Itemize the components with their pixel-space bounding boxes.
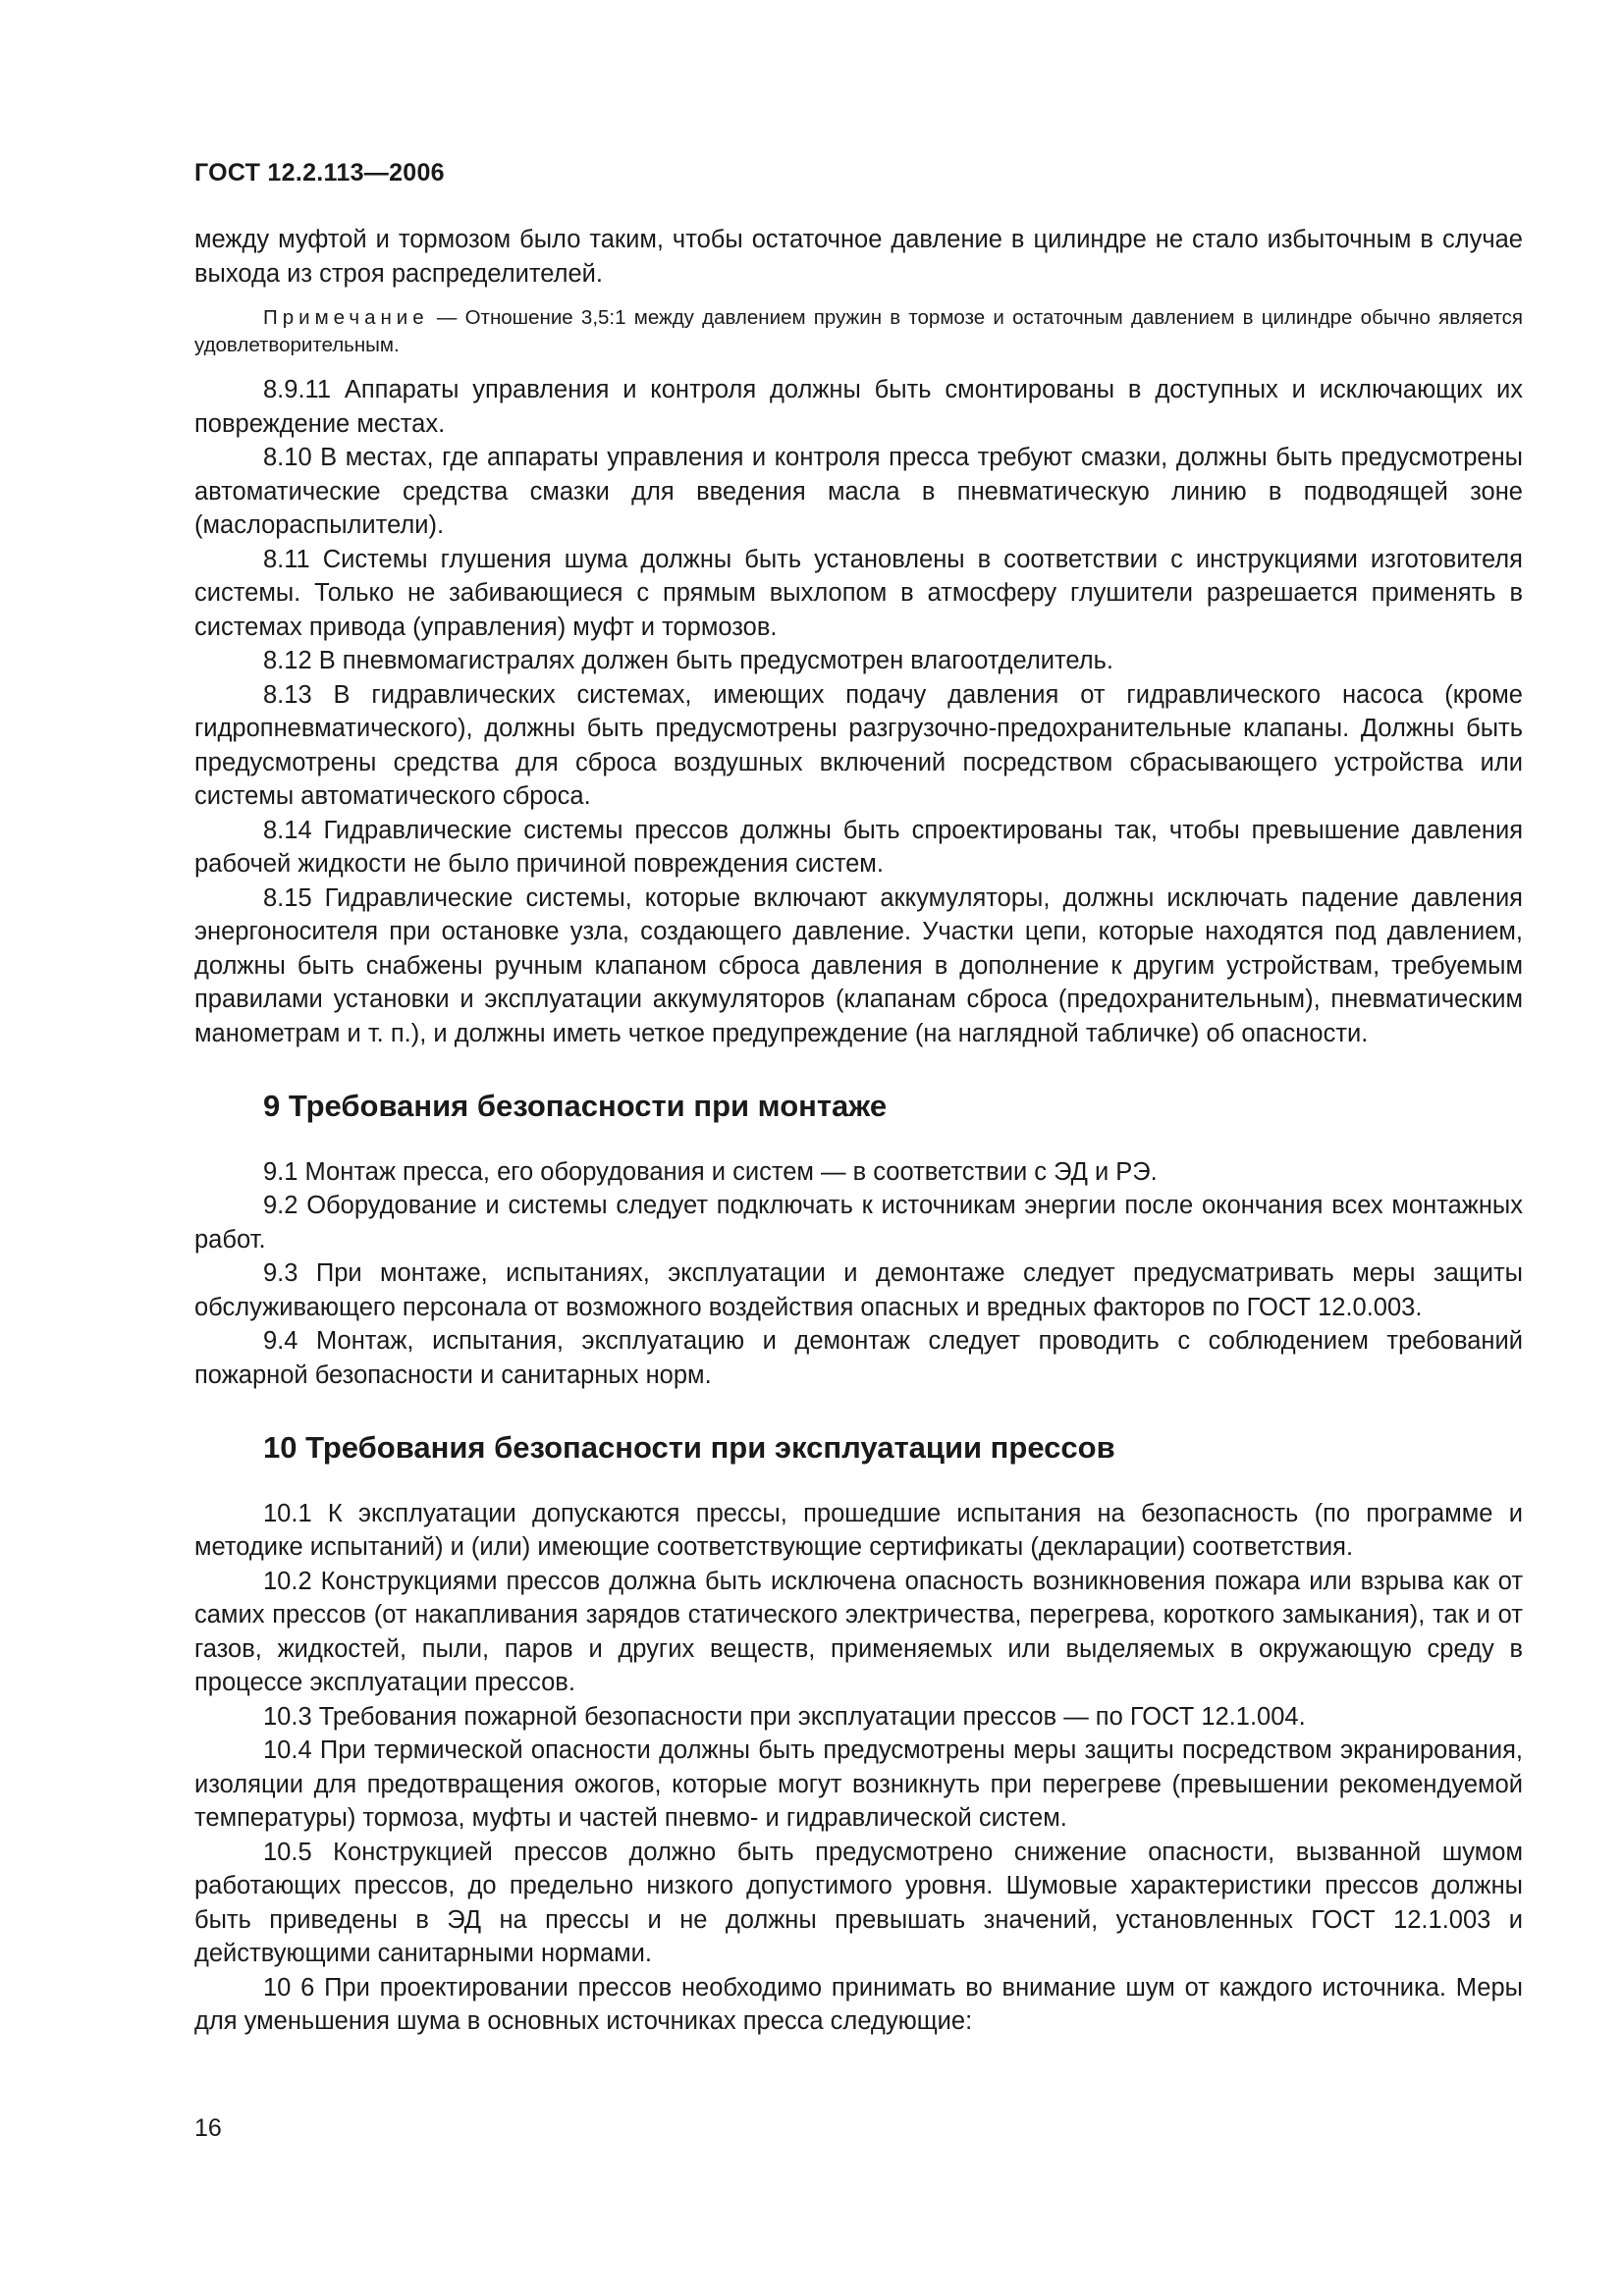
paragraph-8-14: 8.14 Гидравлические системы прессов должны быть спроектированы так, чтобы превышение давления рабочей жидкости не было причиной повреждения систем.	[194, 816, 1523, 878]
paragraph-8-12: 8.12 В пневмомагистралях должен быть предусмотрен влагоотделитель.	[263, 647, 1113, 674]
paragraph-10-4: 10.4 При термической опасности должны быть предусмотрены меры защиты посредством экранирования, изоляции для предотвращения ожогов, которые могут возникнуть при перегреве (превышении рекомендуемой температуры) тормоза, муфты и частей пневмо- и гидравлической систем.	[194, 1736, 1523, 1832]
paragraph-10-5: 10.5 Конструкцией прессов должно быть предусмотрено снижение опасности, вызванной шумом работающих прессов, до предельно низкого допустимого уровня. Шумовые характеристики прессов должны быть приведены в ЭД на прессы и не должны превышать значений, установленных ГОСТ 12.1.003 и действующими санитарными нормами.	[194, 1838, 1523, 1967]
note-block	[194, 304, 1523, 359]
document-code-header: ГОСТ 12.2.113—2006	[194, 159, 445, 187]
section-10-heading: 10 Требования безопасности при эксплуатации прессов	[263, 1430, 1115, 1465]
document-page	[194, 159, 1523, 2152]
note-text: — Отношение 3,5:1 между давлением пружин в тормозе и остаточным давлением в цилиндре обычно является удовлетворительным.	[194, 306, 1523, 356]
paragraph-9-4: 9.4 Монтаж, испытания, эксплуатацию и демонтаж следует проводить с соблюдением требований пожарной безопасности и санитарных норм.	[194, 1327, 1523, 1389]
paragraph-10-1: 10.1 К эксплуатации допускаются прессы, прошедшие испытания на безопасность (по программе и методике испытаний) и (или) имеющие соответствующие сертификаты (декларации) соответствия.	[194, 1499, 1523, 1561]
paragraph-10-6: 10 6 При проектировании прессов необходимо принимать во внимание шум от каждого источника. Меры для уменьшения шума в основных источниках пресса следующие:	[194, 1973, 1523, 2035]
paragraph-9-1: 9.1 Монтаж пресса, его оборудования и систем — в соответствии с ЭД и РЭ.	[263, 1157, 1158, 1186]
paragraph-8-9-11: 8.9.11 Аппараты управления и контроля должны быть смонтированы в доступных и исключающих их повреждение местах.	[194, 376, 1523, 438]
paragraph-continuation: между муфтой и тормозом было таким, чтобы остаточное давление в цилиндре не стало избыточным в случае выхода из строя распределителей.	[194, 226, 1523, 288]
paragraph-9-2: 9.2 Оборудование и системы следует подключать к источникам энергии после окончания всех монтажных работ.	[194, 1192, 1523, 1254]
paragraph-8-15: 8.15 Гидравлические системы, которые включают аккумуляторы, должны исключать падение давления энергоносителя при остановке узла, создающего давление. Участки цепи, которые находятся под давлением, должны быть снабжены ручным клапаном сброса давления в дополнение к другим устройствам, требуемым правилами установки и эксплуатации аккумуляторов (клапанам сброса (предохранительным), пневматическим манометрам и т. п.), и должны иметь четкое предупреждение (на наглядной табличке) об опасности.	[194, 883, 1523, 1047]
paragraph-8-11: 8.11 Системы глушения шума должны быть установлены в соответствии с инструкциями изготовителя системы. Только не забивающиеся с прямым выхлопом в атмосферу глушители разрешается применять в системах привода (управления) муфт и тормозов.	[194, 545, 1523, 641]
paragraph-9-3: 9.3 При монтаже, испытаниях, эксплуатации и демонтаже следует предусматривать меры защиты обслуживающего персонала от возможного воздействия опасных и вредных факторов по ГОСТ 12.0.003.	[194, 1259, 1523, 1321]
note-label: Примечание	[263, 306, 429, 329]
paragraph-10-3: 10.3 Требования пожарной безопасности при эксплуатации прессов — по ГОСТ 12.1.004.	[263, 1702, 1306, 1731]
document-body	[194, 223, 1523, 2039]
section-9-heading: 9 Требования безопасности при монтаже	[263, 1089, 888, 1123]
paragraph-8-10: 8.10 В местах, где аппараты управления и контроля пресса требуют смазки, должны быть предусмотрены автоматические средства смазки для введения масла в пневматическую линию в подводящей зоне (маслораспылители).	[194, 444, 1523, 539]
page-number: 16	[194, 2114, 222, 2142]
paragraph-8-13: 8.13 В гидравлических системах, имеющих подачу давления от гидравлического насоса (кроме гидропневматического), должны быть предусмотрены разгрузочно-предохранительные клапаны. Должны быть предусмотрены средства для сброса воздушных включений посредством сбрасывающего устройства или системы автоматического сброса.	[194, 680, 1523, 810]
paragraph-10-2: 10.2 Конструкциями прессов должна быть исключена опасность возникновения пожара или взрыва как от самих прессов (от накапливания зарядов статического электричества, перегрева, короткого замыкания), так и от газов, жидкостей, пыли, паров и других веществ, применяемых или выделяемых в окружающую среду в процессе эксплуатации прессов.	[194, 1567, 1523, 1696]
